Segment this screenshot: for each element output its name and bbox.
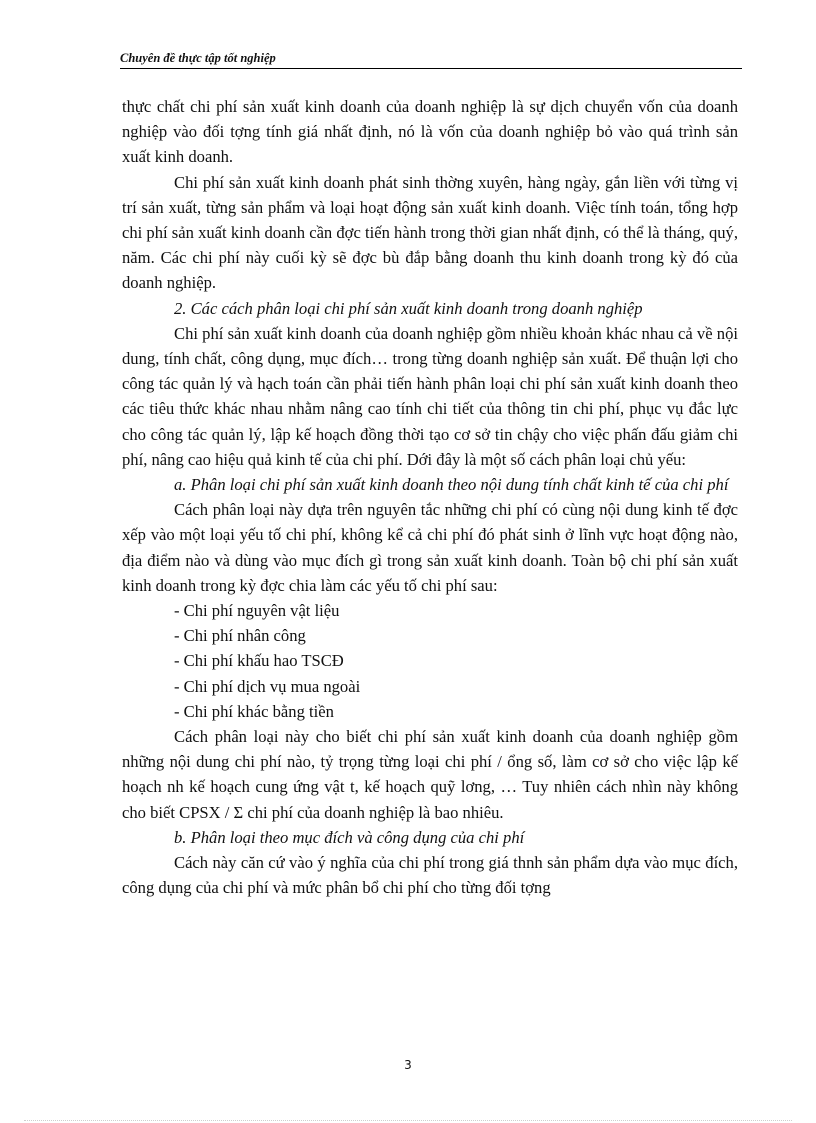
list-item: - Chi phí nhân công: [174, 626, 306, 646]
paragraph: Chi phí sản xuất kinh doanh của doanh nghiệp gồm nhiều khoản khác nhau cả về nội dung, tính chất, công dụng, mục đích… trong từng doanh nghiệp sản xuất. Để thuận lợi cho công tác quản lý và hạch toán cần phải tiến hành phân loại chi phí sản xuất kinh doanh theo các tiêu thức khác nhau nhằm nâng cao tính chi tiết của thông tin chi phí, phục vụ đắc lực cho công tác quản lý, lập kế hoạch đồng thời tạo cơ sở tin chậy cho việc phấn đấu giảm chi phí, nâng cao hiệu quả kinh tế của chi phí. Dới đây là một số cách phân loại chủ yếu:: [122, 323, 738, 469]
document-body: [122, 94, 738, 901]
list-item: - Chi phí dịch vụ mua ngoài: [174, 676, 361, 696]
paragraph: Cách phân loại này dựa trên nguyên tắc những chi phí có cùng nội dung kinh tế đợc xếp vào một loại yếu tố chi phí, không kể cả chi phí đó phát sinh ở lĩnh vực hoạt động nào, địa điểm nào và dùng vào mục đích gì trong sản xuất kinh doanh. Toàn bộ chi phí sản xuất kinh doanh trong kỳ đợc chia làm các yếu tố chi phí sau:: [122, 500, 738, 595]
section-heading: 2. Các cách phân loại chi phí sản xuất kinh doanh trong doanh nghiệp: [174, 298, 643, 318]
page-number: 3: [404, 1058, 412, 1072]
subsection-heading: b. Phân loại theo mục đích và công dụng của chi phí: [174, 827, 525, 847]
paragraph: Cách phân loại này cho biết chi phí sản xuất kinh doanh của doanh nghiệp gồm những nội dung chi phí nào, tỷ trọng từng loại chi phí / ổng số, làm cơ sở cho việc lập kế hoạch nh kế hoạch cung ứng vật t, kế hoạch quỹ lơng, … Tuy nhiên cách nhìn này không cho biết CPSX / Σ chi phí của doanh nghiệp là bao nhiêu.: [122, 727, 738, 822]
list-item: - Chi phí khác bằng tiền: [174, 701, 334, 721]
subsection-heading: a. Phân loại chi phí sản xuất kinh doanh theo nội dung tính chất kinh tế của chi phí: [174, 475, 729, 495]
paragraph: Cách này căn cứ vào ý nghĩa của chi phí trong giá thnh sản phẩm dựa vào mục đích, công dụng của chi phí và mức phân bổ chi phí cho từng đối tợng: [122, 853, 738, 898]
paragraph: Chi phí sản xuất kinh doanh phát sinh thờng xuyên, hàng ngày, gắn liền với từng vị trí sản xuất, từng sản phẩm và loại hoạt động sản xuất kinh doanh. Việc tính toán, tổng hợp chi phí sản xuất kinh doanh cần đợc tiến hành trong thời gian nhất định, có thể là tháng, quý, năm. Các chi phí này cuối kỳ sẽ đợc bù đắp bằng doanh thu kinh doanh trong kỳ đó của doanh nghiệp.: [122, 172, 738, 293]
list-item: - Chi phí nguyên vật liệu: [174, 601, 340, 621]
page-header: Chuyên đề thực tập tốt nghiệp: [120, 48, 742, 69]
paragraph: thực chất chi phí sản xuất kinh doanh của doanh nghiệp là sự dịch chuyển vốn của doanh nghiệp vào đối tợng tính giá nhất định, nó là vốn của doanh nghiệp bỏ vào quá trình sản xuất kinh doanh.: [122, 97, 738, 167]
list-item: - Chi phí khấu hao TSCĐ: [174, 651, 344, 671]
footer-divider: [24, 1120, 792, 1121]
